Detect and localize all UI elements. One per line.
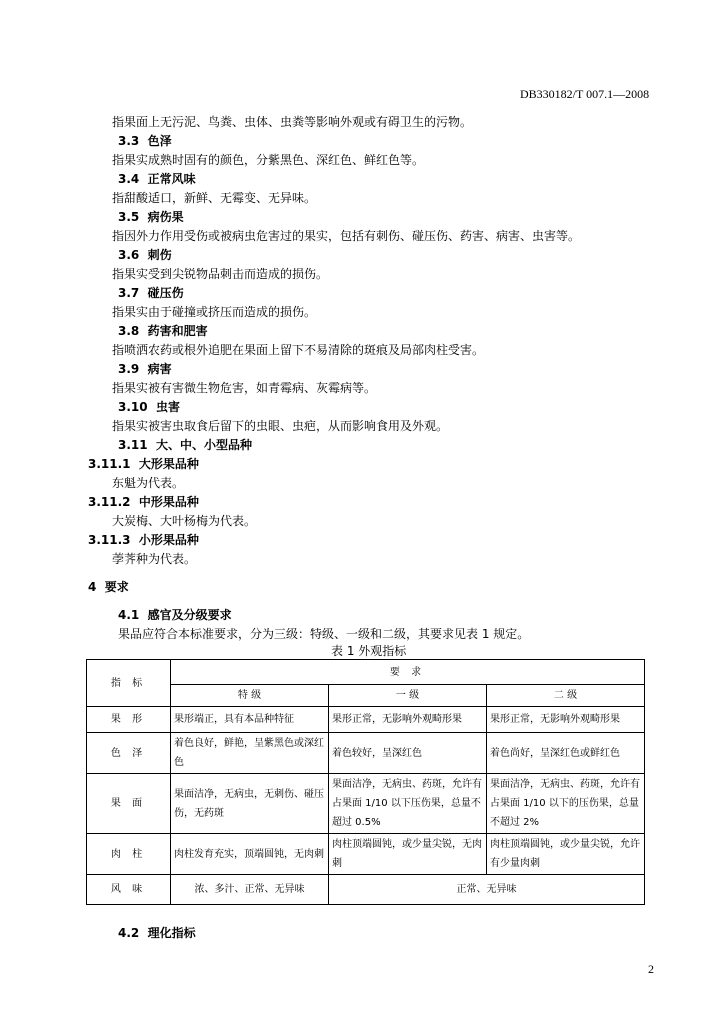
section-heading	[118, 606, 232, 623]
section-number: 3.10	[118, 400, 148, 414]
section-number: 3.8	[118, 324, 140, 338]
subsection-text: 大炭梅、大叶杨梅为代表。	[112, 514, 257, 528]
section-text: 果品应符合本标准要求，分为三级：特级、一级和二级，其要求见表 1 规定。	[118, 627, 530, 641]
cell-special: 着色良好，鲜艳，呈紫黑色或深红色	[171, 733, 329, 774]
section-number: 3.4	[118, 172, 140, 186]
subsection-heading	[88, 531, 199, 548]
appearance-table	[86, 659, 645, 905]
chapter-number: 4	[88, 580, 97, 594]
cell-first: 果面洁净，无病虫、药斑，允许有占果面 1/10 以下压伤果，总量不超过 0.5%	[329, 774, 487, 834]
cell-second: 果形正常，无影响外观畸形果	[487, 707, 645, 733]
page-number: 2	[648, 962, 654, 976]
cell-first: 果形正常，无影响外观畸形果	[329, 707, 487, 733]
section-text: 指果实被有害微生物危害，如青霉病、灰霉病等。	[112, 381, 377, 395]
cell-special: 肉柱发育充实，顶端圆钝，无肉刺	[171, 834, 329, 875]
table-grade-row	[87, 685, 645, 707]
section-title: 药害和肥害	[147, 324, 208, 338]
subsection-number: 3.11.3	[88, 533, 131, 547]
row-name: 肉 柱	[87, 834, 171, 875]
indicator-header: 指 标	[87, 660, 171, 707]
section-heading	[118, 924, 196, 941]
cell-first: 着色较好，呈深红色	[329, 733, 487, 774]
row-name: 果 面	[87, 774, 171, 834]
section-number: 3.5	[118, 210, 140, 224]
section-number: 3.7	[118, 286, 140, 300]
section-heading	[118, 360, 172, 377]
section-text: 指果实被害虫取食后留下的虫眼、虫疤，从而影响食用及外观。	[112, 419, 449, 433]
section-title: 感官及分级要求	[147, 608, 232, 622]
section-title: 正常风味	[147, 172, 196, 186]
cell-first: 肉柱顶端圆钝，或少量尖锐，无肉刺	[329, 834, 487, 875]
grade-first: 一 级	[329, 685, 487, 707]
table-row	[87, 774, 645, 834]
section-heading	[118, 132, 172, 149]
cell-second: 肉柱顶端圆钝，或少量尖锐，允许有少量肉刺	[487, 834, 645, 875]
table-row	[87, 707, 645, 733]
section-text: 指喷洒农药或根外追肥在果面上留下不易清除的斑痕及局部肉柱受害。	[112, 343, 485, 357]
cell-special: 果面洁净，无病虫，无刺伤、碰压伤，无药斑	[171, 774, 329, 834]
section-title: 色泽	[147, 134, 172, 148]
section-number: 4.1	[118, 608, 140, 622]
section-text: 指果实受到尖锐物品刺击而造成的损伤。	[112, 267, 329, 281]
subsection-text: 东魁为代表。	[112, 476, 185, 490]
section-heading	[118, 436, 252, 453]
section-heading	[118, 246, 172, 263]
cell-first-second: 正常、无异味	[329, 875, 645, 905]
subsection-title: 小形果品种	[138, 533, 199, 547]
table-row	[87, 733, 645, 774]
section-heading	[118, 398, 180, 415]
subsection-heading	[88, 455, 199, 472]
cell-special: 浓、多汁、正常、无异味	[171, 875, 329, 905]
chapter-heading	[88, 578, 129, 595]
chapter-title: 要求	[104, 580, 129, 594]
table-caption: 表 1 外观指标	[331, 644, 407, 658]
section-text: 指甜酸适口，新鲜、无霉变、无异味。	[112, 191, 317, 205]
section-number: 3.11	[118, 438, 148, 452]
row-name: 果 形	[87, 707, 171, 733]
section-text: 指果实由于碰撞或挤压而造成的损伤。	[112, 305, 317, 319]
grade-second: 二 级	[487, 685, 645, 707]
section-title: 病害	[147, 362, 172, 376]
section-number: 3.3	[118, 134, 140, 148]
section-title: 虫害	[155, 400, 180, 414]
cell-second: 着色尚好，呈深红色或鲜红色	[487, 733, 645, 774]
section-number: 3.9	[118, 362, 140, 376]
subsection-number: 3.11.2	[88, 495, 131, 509]
section-text: 指因外力作用受伤或被病虫危害过的果实，包括有刺伤、碰压伤、药害、病害、虫害等。	[112, 229, 581, 243]
section-heading	[118, 284, 184, 301]
subsection-title: 中形果品种	[138, 495, 199, 509]
section-title: 碰压伤	[147, 286, 184, 300]
section-heading	[118, 322, 208, 339]
cell-second: 果面洁净，无病虫、药斑，允许有占果面 1/10 以下的压伤果，总量不超过 2%	[487, 774, 645, 834]
section-title: 理化指标	[147, 926, 196, 940]
requirement-header: 要 求	[171, 660, 645, 685]
section-title: 病伤果	[147, 210, 184, 224]
section-number: 3.6	[118, 248, 140, 262]
subsection-number: 3.11.1	[88, 457, 131, 471]
subsection-heading	[88, 493, 199, 510]
grade-special: 特 级	[171, 685, 329, 707]
subsection-title: 大形果品种	[138, 457, 199, 471]
standard-code: DB330182/T 007.1—2008	[520, 87, 650, 101]
section-title: 刺伤	[147, 248, 172, 262]
section-title: 大、中、小型品种	[155, 438, 252, 452]
subsection-text: 荸荠种为代表。	[112, 552, 197, 566]
row-name: 色 泽	[87, 733, 171, 774]
cell-special: 果形端正，具有本品种特征	[171, 707, 329, 733]
section-number: 4.2	[118, 926, 140, 940]
section-text: 指果实成熟时固有的颜色，分紫黑色、深红色、鲜红色等。	[112, 153, 425, 167]
section-heading	[118, 170, 196, 187]
section-heading	[118, 208, 184, 225]
table-header-row	[87, 660, 645, 685]
intro-text: 指果面上无污泥、鸟粪、虫体、虫粪等影响外观或有碍卫生的污物。	[112, 115, 473, 129]
table-row	[87, 875, 645, 905]
table-row	[87, 834, 645, 875]
row-name: 风 味	[87, 875, 171, 905]
